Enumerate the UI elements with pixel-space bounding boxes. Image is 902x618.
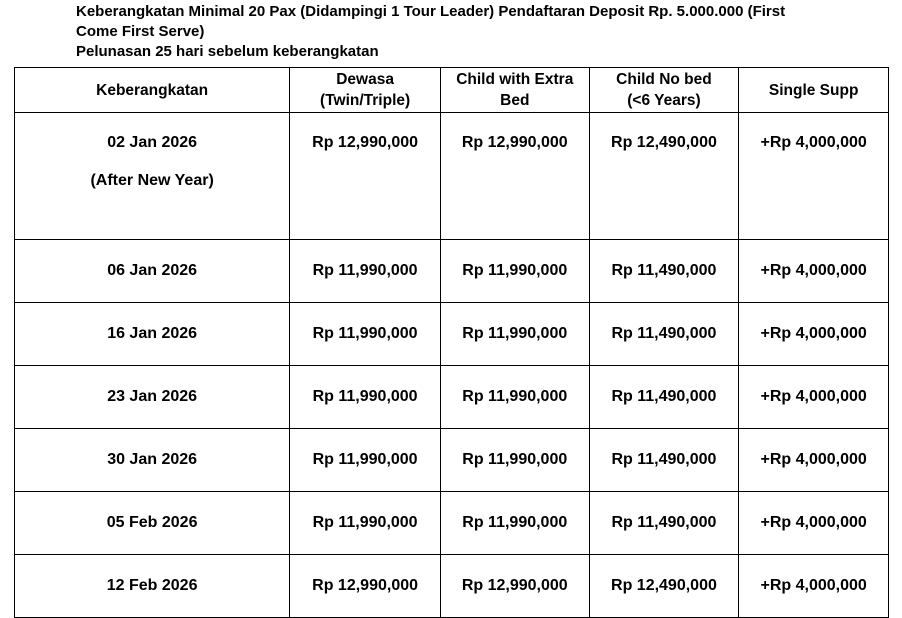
table-row <box>15 303 889 366</box>
cell-departure-date: 16 Jan 2026 <box>15 303 290 366</box>
intro-line-1: Keberangkatan Minimal 20 Pax (Didampingi 1 Tour Leader) Pendaftaran Deposit Rp. 5.000.000 (First <box>76 3 786 20</box>
cell-departure-date: 12 Feb 2026 <box>15 555 290 618</box>
table-row <box>15 429 889 492</box>
table-row <box>15 113 889 240</box>
cell-departure-date <box>15 113 290 240</box>
departure-note: (After New Year) <box>90 172 214 189</box>
table-row <box>15 240 889 303</box>
cell-adult-price: Rp 11,990,000 <box>290 303 441 366</box>
table-header-row <box>15 68 889 113</box>
header-departure <box>15 68 290 113</box>
intro-text <box>76 2 866 62</box>
table-row <box>15 555 889 618</box>
cell-adult-price: Rp 11,990,000 <box>290 492 441 555</box>
cell-adult-price: Rp 12,990,000 <box>290 555 441 618</box>
cell-no-bed-price: Rp 11,490,000 <box>589 429 739 492</box>
cell-departure-date: 30 Jan 2026 <box>15 429 290 492</box>
cell-no-bed-price: Rp 12,490,000 <box>589 113 739 240</box>
cell-departure-date: 06 Jan 2026 <box>15 240 290 303</box>
cell-single-supp: +Rp 4,000,000 <box>739 113 889 240</box>
header-adult <box>290 68 441 113</box>
cell-adult-price: Rp 11,990,000 <box>290 429 441 492</box>
header-child-extra-bed <box>440 68 589 113</box>
cell-adult-price: Rp 11,990,000 <box>290 366 441 429</box>
header-adult-line-2: (Twin/Triple) <box>320 92 411 109</box>
cell-departure-date: 23 Jan 2026 <box>15 366 290 429</box>
cell-departure-date: 05 Feb 2026 <box>15 492 290 555</box>
cell-extra-bed-price: Rp 11,990,000 <box>440 429 589 492</box>
header-single-label: Single Supp <box>768 81 859 99</box>
table-row <box>15 492 889 555</box>
header-child-no-bed <box>589 68 739 113</box>
cell-extra-bed-price: Rp 12,990,000 <box>440 555 589 618</box>
cell-single-supp: +Rp 4,000,000 <box>739 492 889 555</box>
cell-single-supp: +Rp 4,000,000 <box>739 555 889 618</box>
departure-price-table <box>14 67 889 618</box>
header-no-bed-line-2: (<6 Years) <box>627 92 701 109</box>
cell-no-bed-price: Rp 11,490,000 <box>589 492 739 555</box>
cell-single-supp: +Rp 4,000,000 <box>739 429 889 492</box>
intro-line-2: Come First Serve) <box>76 23 205 40</box>
header-extra-bed-line-1: Child with Extra <box>456 71 574 88</box>
cell-no-bed-price: Rp 11,490,000 <box>589 303 739 366</box>
cell-extra-bed-price: Rp 11,990,000 <box>440 303 589 366</box>
cell-adult-price: Rp 11,990,000 <box>290 240 441 303</box>
header-single-supp <box>739 68 889 113</box>
cell-extra-bed-price: Rp 11,990,000 <box>440 492 589 555</box>
cell-adult-price: Rp 12,990,000 <box>290 113 441 240</box>
cell-no-bed-price: Rp 11,490,000 <box>589 366 739 429</box>
cell-single-supp: +Rp 4,000,000 <box>739 366 889 429</box>
cell-extra-bed-price: Rp 11,990,000 <box>440 240 589 303</box>
intro-line-3: Pelunasan 25 hari sebelum keberangkatan <box>76 43 379 60</box>
table-row <box>15 366 889 429</box>
departure-date: 02 Jan 2026 <box>107 134 198 151</box>
cell-no-bed-price: Rp 11,490,000 <box>589 240 739 303</box>
cell-no-bed-price: Rp 12,490,000 <box>589 555 739 618</box>
cell-extra-bed-price: Rp 11,990,000 <box>440 366 589 429</box>
cell-single-supp: +Rp 4,000,000 <box>739 303 889 366</box>
cell-single-supp: +Rp 4,000,000 <box>739 240 889 303</box>
header-adult-line-1: Dewasa <box>336 71 394 88</box>
header-extra-bed-line-2: Bed <box>500 92 530 109</box>
header-no-bed-line-1: Child No bed <box>616 71 712 88</box>
header-departure-label: Keberangkatan <box>96 81 209 99</box>
cell-extra-bed-price: Rp 12,990,000 <box>440 113 589 240</box>
